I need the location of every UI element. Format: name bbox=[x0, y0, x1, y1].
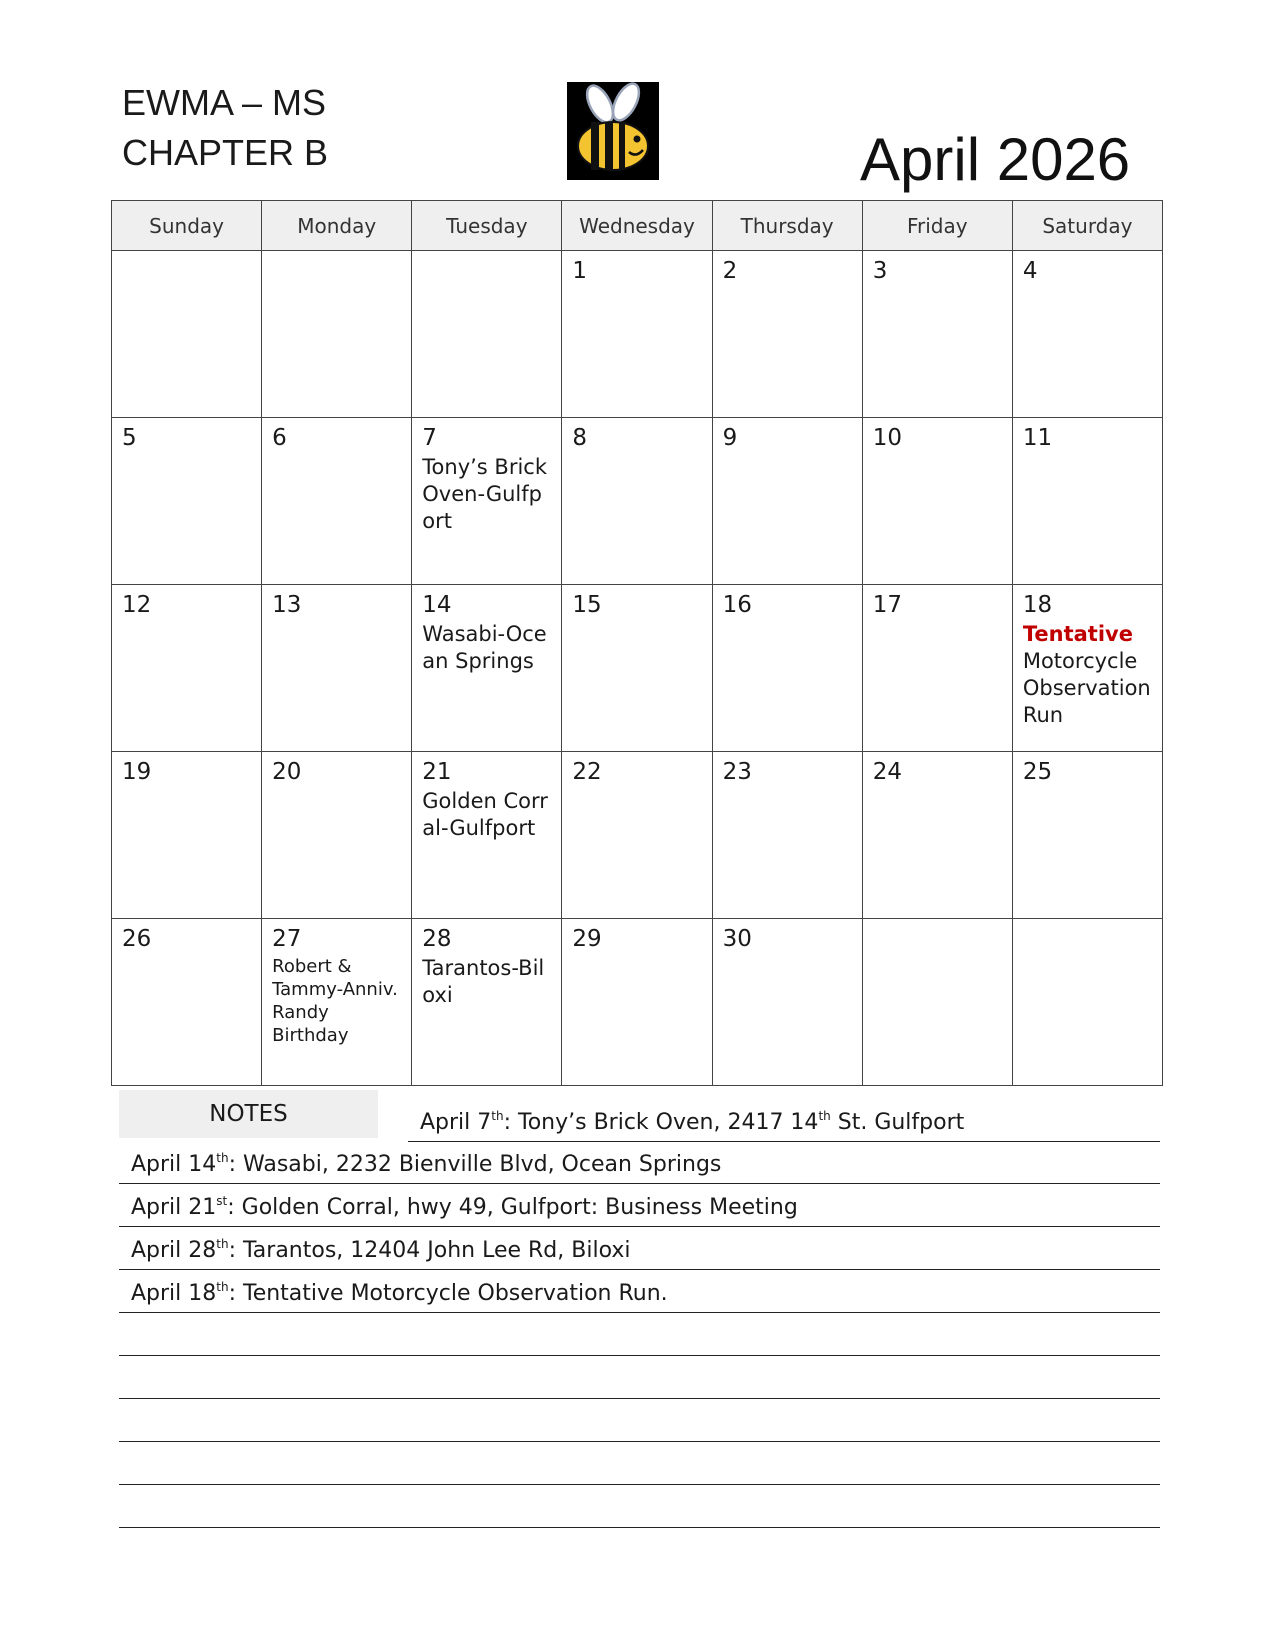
week-row bbox=[112, 418, 1163, 585]
day-number: 27 bbox=[272, 926, 302, 952]
note-line bbox=[119, 1185, 1160, 1227]
day-number: 21 bbox=[422, 759, 452, 785]
day-number: 11 bbox=[1022, 425, 1053, 451]
day-number: 14 bbox=[422, 592, 452, 618]
day-number: 22 bbox=[572, 759, 602, 785]
weekday-header: Tuesday bbox=[412, 201, 562, 251]
day-cell bbox=[1012, 752, 1162, 919]
weekday-header-row bbox=[112, 201, 1163, 251]
day-cell bbox=[712, 585, 862, 752]
day-cell bbox=[112, 418, 262, 585]
day-number: 26 bbox=[122, 926, 152, 952]
day-cell bbox=[562, 251, 712, 418]
day-number: 10 bbox=[872, 425, 902, 451]
day-number: 5 bbox=[122, 425, 137, 451]
day-cell bbox=[1012, 418, 1162, 585]
day-number: 6 bbox=[272, 425, 287, 451]
note-text: St. Gulfport bbox=[830, 1110, 965, 1135]
note-text: : Golden Corral, hwy 49, Gulfport: Business Meeting bbox=[227, 1195, 798, 1220]
day-cell bbox=[562, 919, 712, 1086]
day-cell bbox=[562, 752, 712, 919]
tentative-label: Tentative bbox=[1022, 622, 1133, 646]
day-number: 8 bbox=[572, 425, 588, 451]
weekday-header: Wednesday bbox=[562, 201, 712, 251]
page-title: April 2026 bbox=[860, 126, 1131, 193]
day-cell bbox=[262, 418, 412, 585]
notes-label: NOTES bbox=[119, 1090, 378, 1138]
weekday-header: Monday bbox=[262, 201, 412, 251]
day-cell bbox=[262, 752, 412, 919]
day-cell bbox=[862, 919, 1012, 1086]
day-cell bbox=[112, 251, 262, 418]
event-text: Motorcycle Observation Run bbox=[1022, 649, 1151, 727]
day-cell bbox=[1012, 919, 1162, 1086]
day-number: 4 bbox=[1022, 258, 1038, 284]
org-line-1: EWMA – MS bbox=[122, 82, 327, 123]
ordinal-suffix: th bbox=[491, 1109, 504, 1123]
day-cell bbox=[712, 251, 862, 418]
day-number: 16 bbox=[722, 592, 752, 618]
week-row bbox=[112, 251, 1163, 418]
note-line bbox=[408, 1100, 1160, 1142]
event-text: Wasabi-Ocean Springs bbox=[422, 622, 547, 673]
bee-icon bbox=[567, 82, 659, 180]
note-text: April 28 bbox=[131, 1238, 217, 1263]
calendar-grid bbox=[111, 200, 1163, 1086]
event-text: Randy Birthday bbox=[272, 1002, 349, 1046]
note-line bbox=[119, 1142, 1160, 1184]
note-line bbox=[119, 1228, 1160, 1270]
event-text: Golden Corral-Gulfport bbox=[422, 789, 548, 840]
note-text: April 18 bbox=[131, 1281, 217, 1306]
day-number: 28 bbox=[422, 926, 452, 952]
day-cell bbox=[712, 919, 862, 1086]
note-text: : Tony’s Brick Oven, 2417 14 bbox=[503, 1110, 819, 1135]
note-text: April 14 bbox=[131, 1152, 217, 1177]
day-cell bbox=[1012, 251, 1162, 418]
week-row bbox=[112, 752, 1163, 919]
day-number: 15 bbox=[572, 592, 602, 618]
day-cell bbox=[412, 752, 562, 919]
note-line bbox=[119, 1357, 1160, 1399]
day-number: 19 bbox=[122, 759, 152, 785]
day-cell bbox=[1012, 585, 1162, 752]
day-number: 25 bbox=[1022, 759, 1053, 785]
weekday-header: Saturday bbox=[1012, 201, 1162, 251]
day-number: 30 bbox=[722, 926, 752, 952]
note-line bbox=[119, 1443, 1160, 1485]
day-cell bbox=[862, 251, 1012, 418]
event-text: Tony’s Brick Oven-Gulfport bbox=[422, 455, 547, 533]
note-line bbox=[119, 1314, 1160, 1356]
note-text: April 7 bbox=[420, 1110, 492, 1135]
day-number: 7 bbox=[422, 425, 437, 451]
day-number: 2 bbox=[722, 258, 738, 284]
day-cell bbox=[412, 919, 562, 1086]
day-number: 9 bbox=[722, 425, 738, 451]
ordinal-suffix: th bbox=[216, 1280, 229, 1294]
day-cell bbox=[712, 752, 862, 919]
note-line bbox=[119, 1486, 1160, 1528]
weekday-header: Sunday bbox=[112, 201, 262, 251]
event-text: Robert & Tammy-Anniv. bbox=[272, 956, 398, 1000]
day-number: 1 bbox=[572, 258, 588, 284]
day-cell bbox=[262, 919, 412, 1086]
day-number: 3 bbox=[872, 258, 888, 284]
day-cell bbox=[862, 418, 1012, 585]
org-line-2: CHAPTER B bbox=[122, 132, 329, 173]
day-cell bbox=[412, 585, 562, 752]
note-text: : Wasabi, 2232 Bienville Blvd, Ocean Springs bbox=[228, 1152, 722, 1177]
week-row bbox=[112, 919, 1163, 1086]
calendar-body bbox=[112, 251, 1163, 1086]
day-cell bbox=[562, 585, 712, 752]
note-line bbox=[119, 1271, 1160, 1313]
day-cell bbox=[862, 585, 1012, 752]
day-number: 24 bbox=[872, 759, 902, 785]
ordinal-suffix: th bbox=[216, 1237, 229, 1251]
note-text: : Tarantos, 12404 John Lee Rd, Biloxi bbox=[228, 1238, 631, 1263]
note-line bbox=[119, 1400, 1160, 1442]
week-row bbox=[112, 585, 1163, 752]
ordinal-suffix: st bbox=[216, 1194, 228, 1208]
weekday-header: Friday bbox=[862, 201, 1012, 251]
day-cell bbox=[712, 418, 862, 585]
day-number: 17 bbox=[872, 592, 902, 618]
day-cell bbox=[412, 251, 562, 418]
day-cell bbox=[112, 919, 262, 1086]
event-text: Tarantos-Biloxi bbox=[422, 956, 545, 1007]
day-number: 18 bbox=[1022, 592, 1053, 618]
day-number: 29 bbox=[572, 926, 602, 952]
day-cell bbox=[262, 585, 412, 752]
ordinal-suffix: th bbox=[216, 1151, 229, 1165]
day-number: 12 bbox=[122, 592, 152, 618]
day-cell bbox=[562, 418, 712, 585]
organization-name bbox=[122, 78, 328, 178]
day-cell bbox=[862, 752, 1012, 919]
day-cell bbox=[262, 251, 412, 418]
note-text: April 21 bbox=[131, 1195, 217, 1220]
day-number: 20 bbox=[272, 759, 302, 785]
day-number: 23 bbox=[722, 759, 752, 785]
weekday-header: Thursday bbox=[712, 201, 862, 251]
day-number: 13 bbox=[272, 592, 302, 618]
day-cell bbox=[112, 752, 262, 919]
day-cell bbox=[112, 585, 262, 752]
ordinal-suffix: th bbox=[818, 1109, 831, 1123]
day-cell bbox=[412, 418, 562, 585]
note-text: : Tentative Motorcycle Observation Run. bbox=[228, 1281, 668, 1306]
